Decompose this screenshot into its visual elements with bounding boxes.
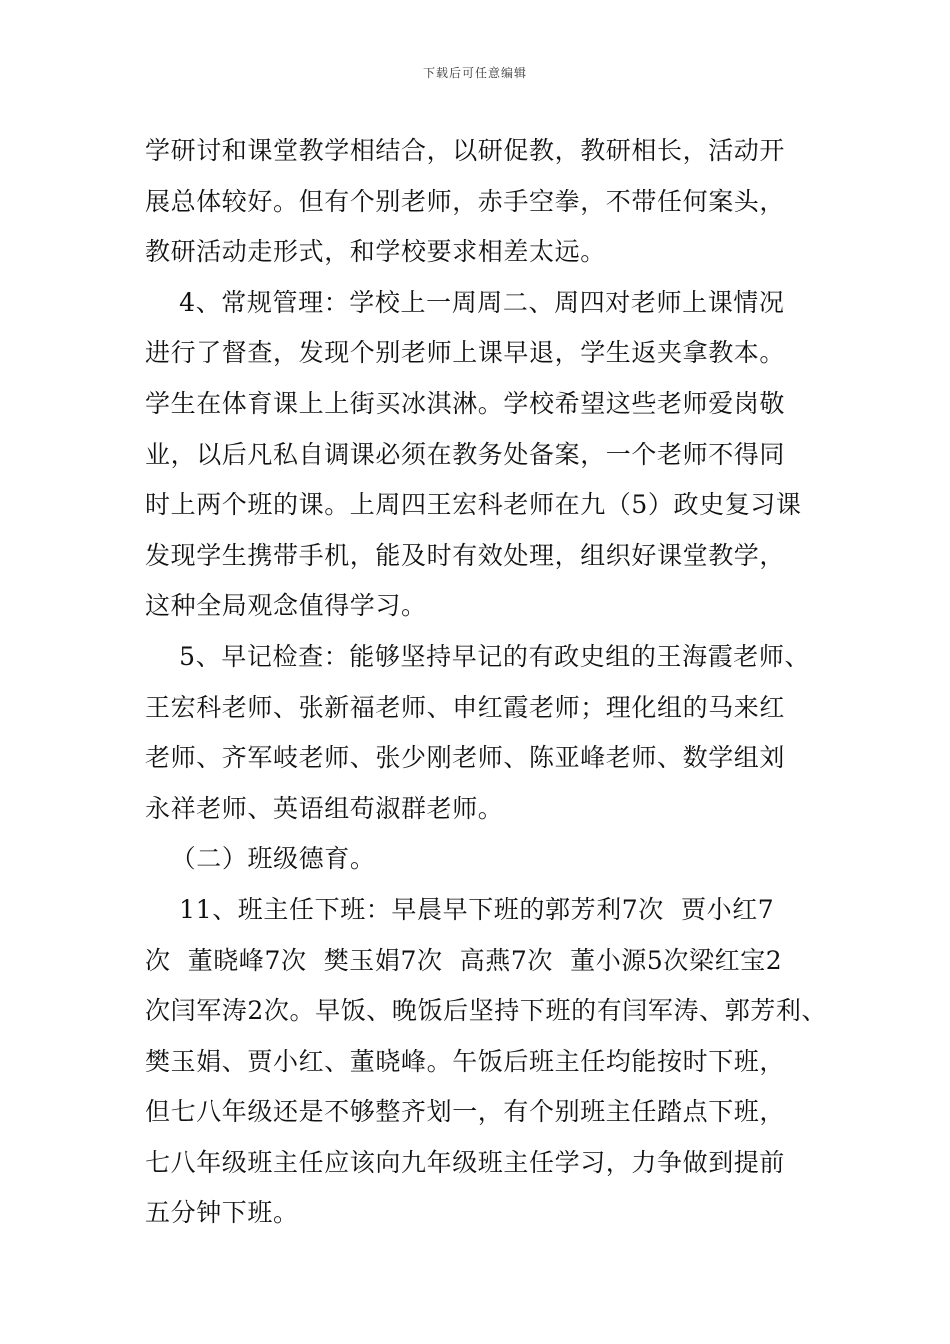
- text-line: 教研活动走形式，和学校要求相差太远。: [145, 237, 606, 267]
- text-line: 这种全局观念值得学习。: [145, 591, 427, 621]
- text-line: 但七八年级还是不够整齐划一，有个别班主任踏点下班，: [145, 1097, 786, 1127]
- text-line: 永祥老师、英语组苟淑群老师。: [145, 793, 504, 823]
- text-line: 5、早记检查：能够坚持早记的有政史组的王海霞老师、: [145, 641, 811, 671]
- text-line: 樊玉娟、贾小红、董晓峰。午饭后班主任均能按时下班，: [145, 1046, 786, 1076]
- text-line: 时上两个班的课。上周四王宏科老师在九（5）政史复习课: [145, 490, 802, 520]
- text-line: 学研讨和课堂教学相结合，以研促教，教研相长，活动开: [145, 136, 786, 165]
- text-line: 业，以后凡私自调课必须在教务处备案，一个老师不得同: [145, 439, 786, 469]
- text-line: 学生在体育课上上街买冰淇淋。学校希望这些老师爱岗敬: [145, 388, 786, 418]
- text-line: 七八年级班主任应该向九年级班主任学习，力争做到提前: [145, 1147, 786, 1177]
- text-line: 展总体较好。但有个别老师，赤手空拳，不带任何案头，: [145, 186, 786, 216]
- text-line: 次 董晓峰7次 樊玉娟7次 高燕7次 董小源5次梁红宝2: [145, 945, 783, 975]
- text-line: 王宏科老师、张新福老师、申红霞老师；理化组的马来红: [145, 692, 786, 722]
- text-line: 次闫军涛2次。早饭、晚饭后坚持下班的有闫军涛、郭芳利、: [145, 996, 828, 1026]
- text-line: 发现学生携带手机，能及时有效处理，组织好课堂教学，: [145, 540, 786, 570]
- text-line: 老师、齐军岐老师、张少刚老师、陈亚峰老师、数学组刘: [145, 743, 786, 773]
- text-line: 五分钟下班。: [145, 1198, 299, 1228]
- text-line: 11、班主任下班：早晨早下班的郭芳利7次 贾小红7: [145, 894, 775, 924]
- document-body: [145, 126, 835, 1239]
- text-line: （二）班级德育。: [145, 844, 376, 874]
- text-line: 4、常规管理：学校上一周周二、周四对老师上课情况: [145, 287, 785, 317]
- text-line: 进行了督查，发现个别老师上课早退，学生返夹拿教本。: [145, 338, 786, 368]
- page-header-note: 下载后可任意编辑: [422, 66, 527, 80]
